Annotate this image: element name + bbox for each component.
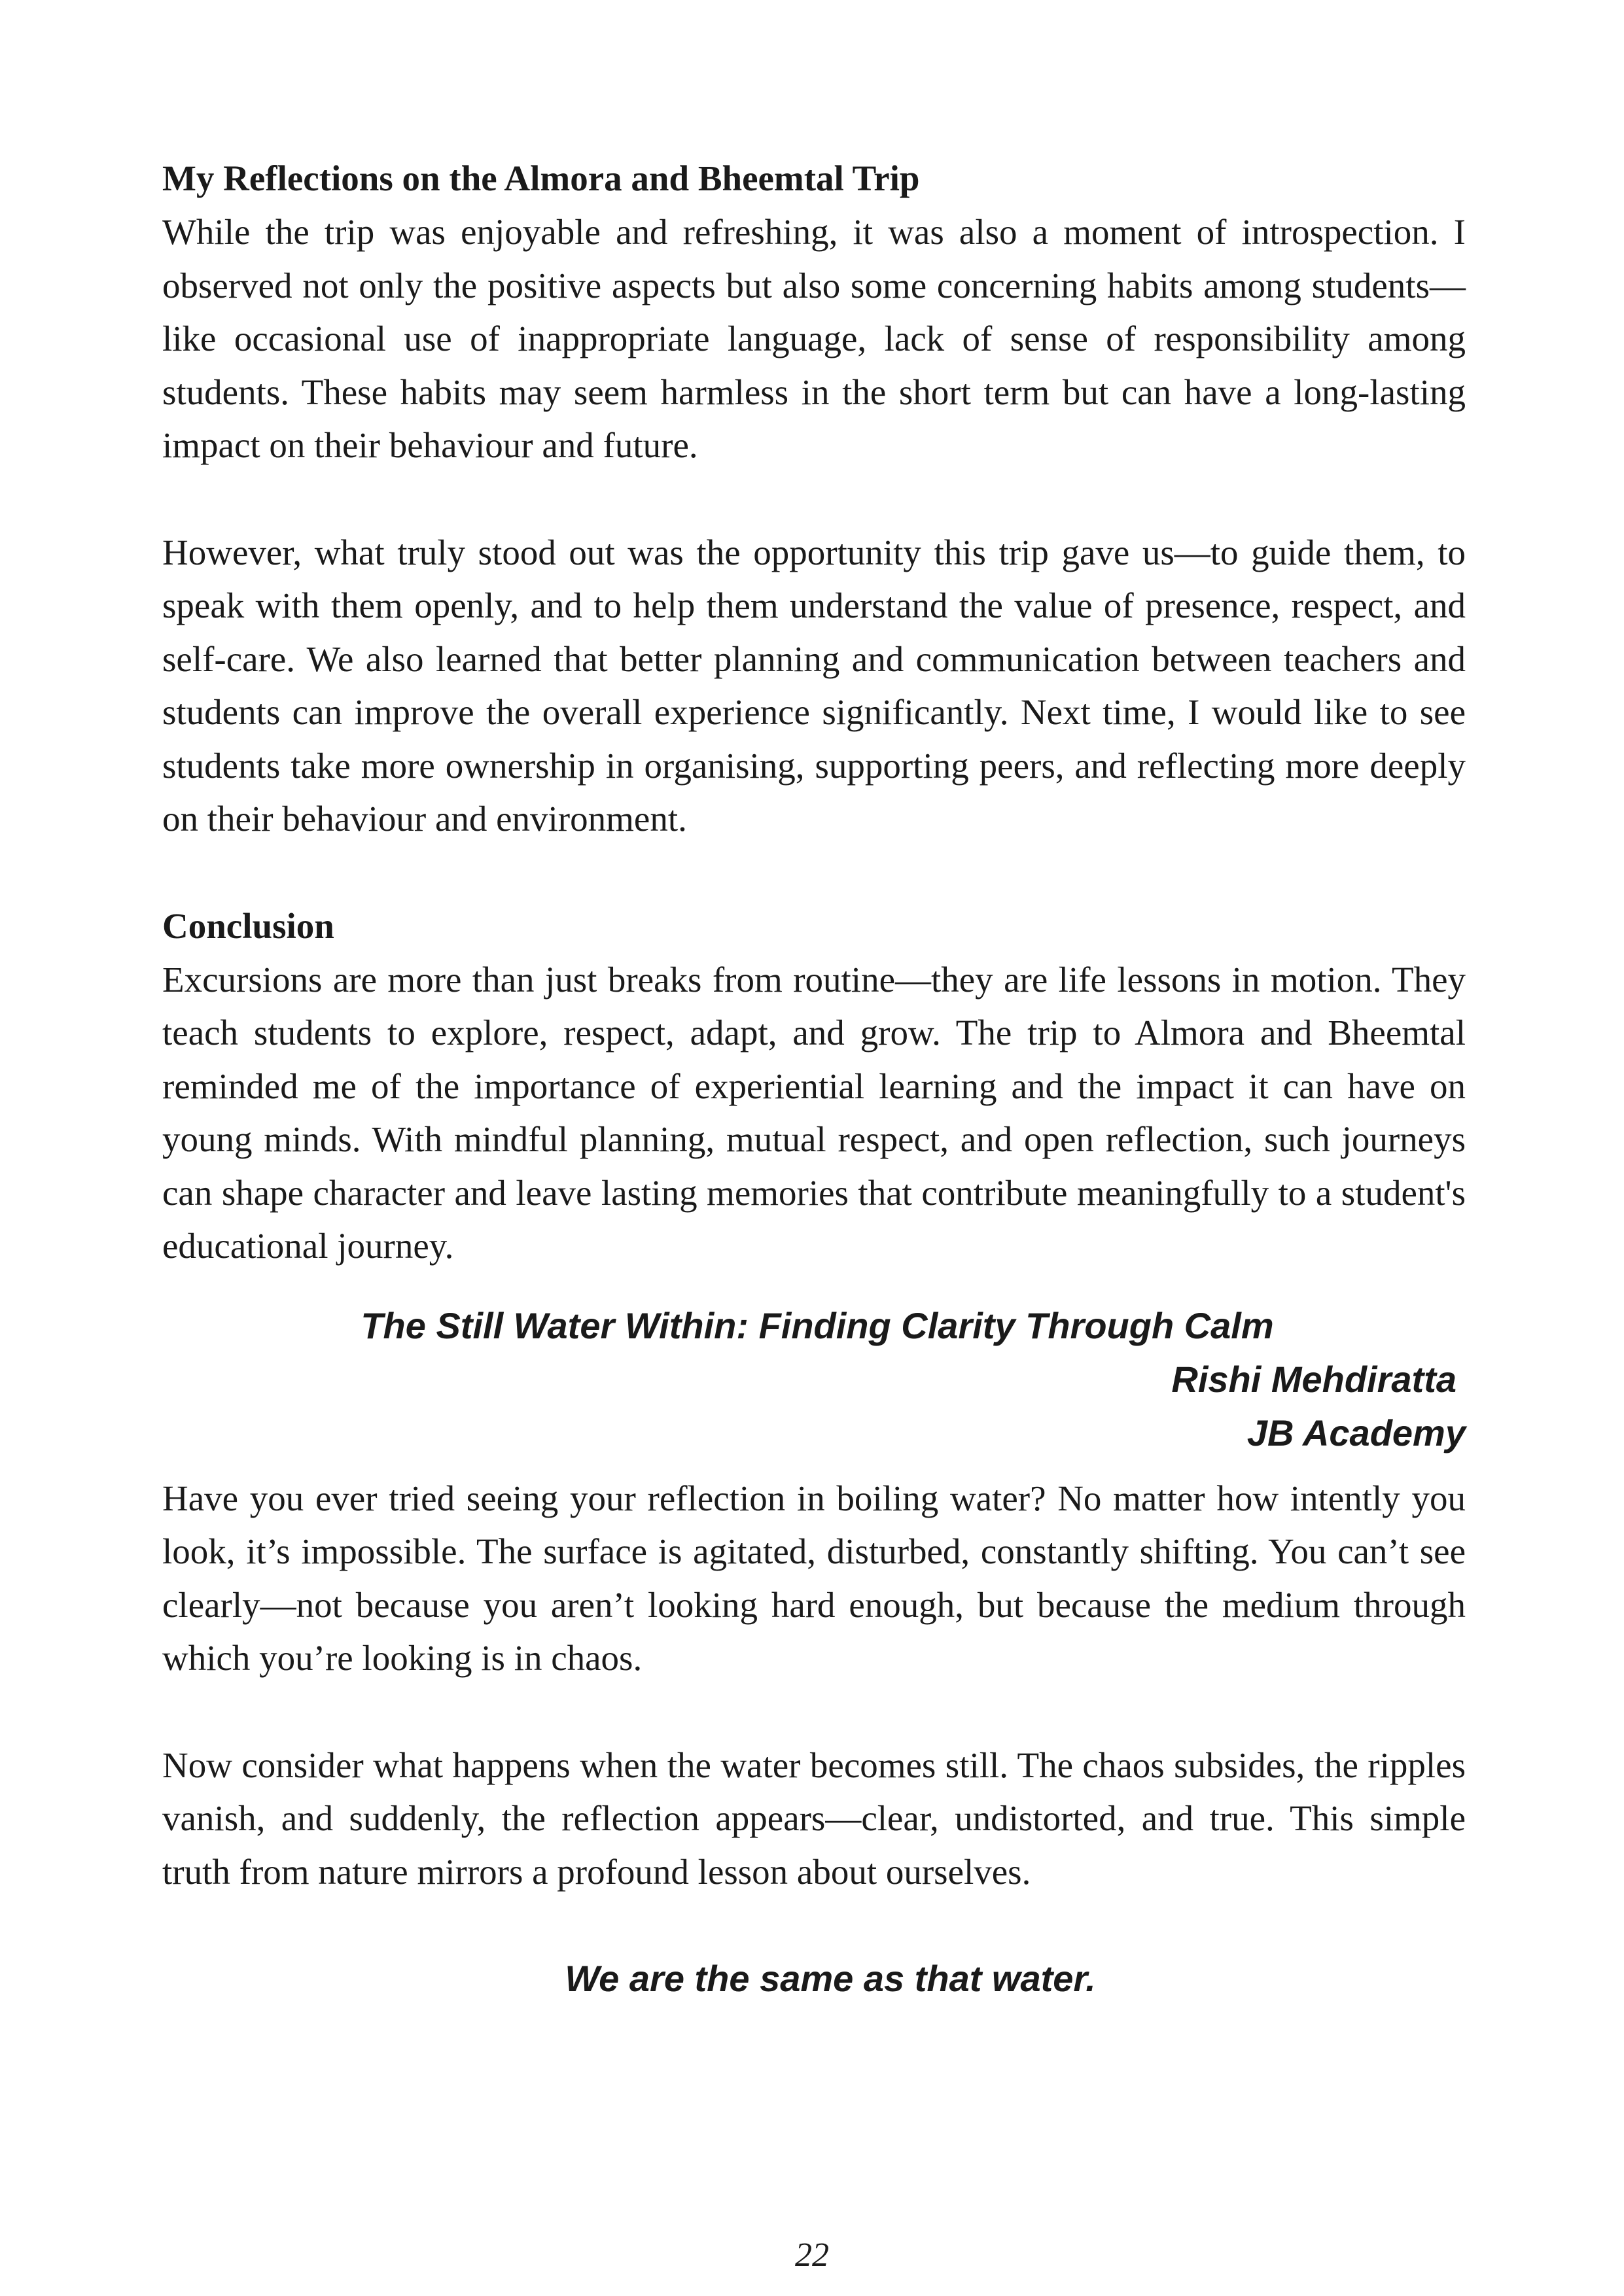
article-spacer: [162, 1273, 1466, 1299]
reflections-paragraph-2: However, what truly stood out was the opportunity this trip gave us—to guide them, to speak with them openly, and to help them understand the value of presence, respect, and self-care. We also learned that better planning and communication between teachers and students can improve the overall experience significantly. Next time, I would like to see students take more ownership in organising, supporting peers, and reflecting more deeply on their behaviour and environment.: [162, 532, 1466, 839]
page-content: [162, 152, 1466, 2006]
byline-spacer: [162, 1460, 1466, 1472]
page-number: 22: [795, 2236, 829, 2274]
article-paragraph-2: Now consider what happens when the water becomes still. The chaos subsides, the ripples vanish, and suddenly, the reflection appears—clear, undistorted, and true. This simple truth from nature mirrors a profound lesson about ourselves.: [162, 1745, 1466, 1892]
paragraph-spacer: [162, 472, 1466, 526]
section-heading-conclusion: Conclusion: [162, 905, 334, 946]
article-school: JB Academy: [1246, 1412, 1466, 1453]
article-title: The Still Water Within: Finding Clarity Through Calm: [361, 1304, 1274, 1346]
article-author: Rishi Mehdiratta: [1171, 1358, 1456, 1400]
reflections-paragraph-1: While the trip was enjoyable and refreshing, it was also a moment of introspection. I observed not only the positive aspects but also some concerning habits among students—like occasional use of inappropriate language, lack of sense of responsibility among students. These habits may seem harmless in the short term but can have a long-lasting impact on their behaviour and future.: [162, 212, 1466, 465]
section-heading-reflections: My Reflections on the Almora and Bheemtal Trip: [162, 158, 920, 198]
paragraph-spacer: [162, 1685, 1466, 1739]
article-closing-line: We are the same as that water.: [565, 1958, 1096, 1999]
section-spacer: [162, 846, 1466, 899]
conclusion-paragraph: Excursions are more than just breaks from routine—they are life lessons in motion. They teach students to explore, respect, adapt, and grow. The trip to Almora and Bheemtal reminded me of the importance of experiential learning and the impact it can have on young minds. With mindful planning, mutual respect, and open reflection, such journeys can shape character and leave lasting memories that contribute meaningfully to a student's educational journey.: [162, 959, 1466, 1266]
article-paragraph-1: Have you ever tried seeing your reflection in boiling water? No matter how intently you look, it’s impossible. The surface is agitated, disturbed, constantly shifting. You can’t see clearly—not because you aren’t looking hard enough, but because the medium through which you’re looking is in chaos.: [162, 1478, 1466, 1678]
